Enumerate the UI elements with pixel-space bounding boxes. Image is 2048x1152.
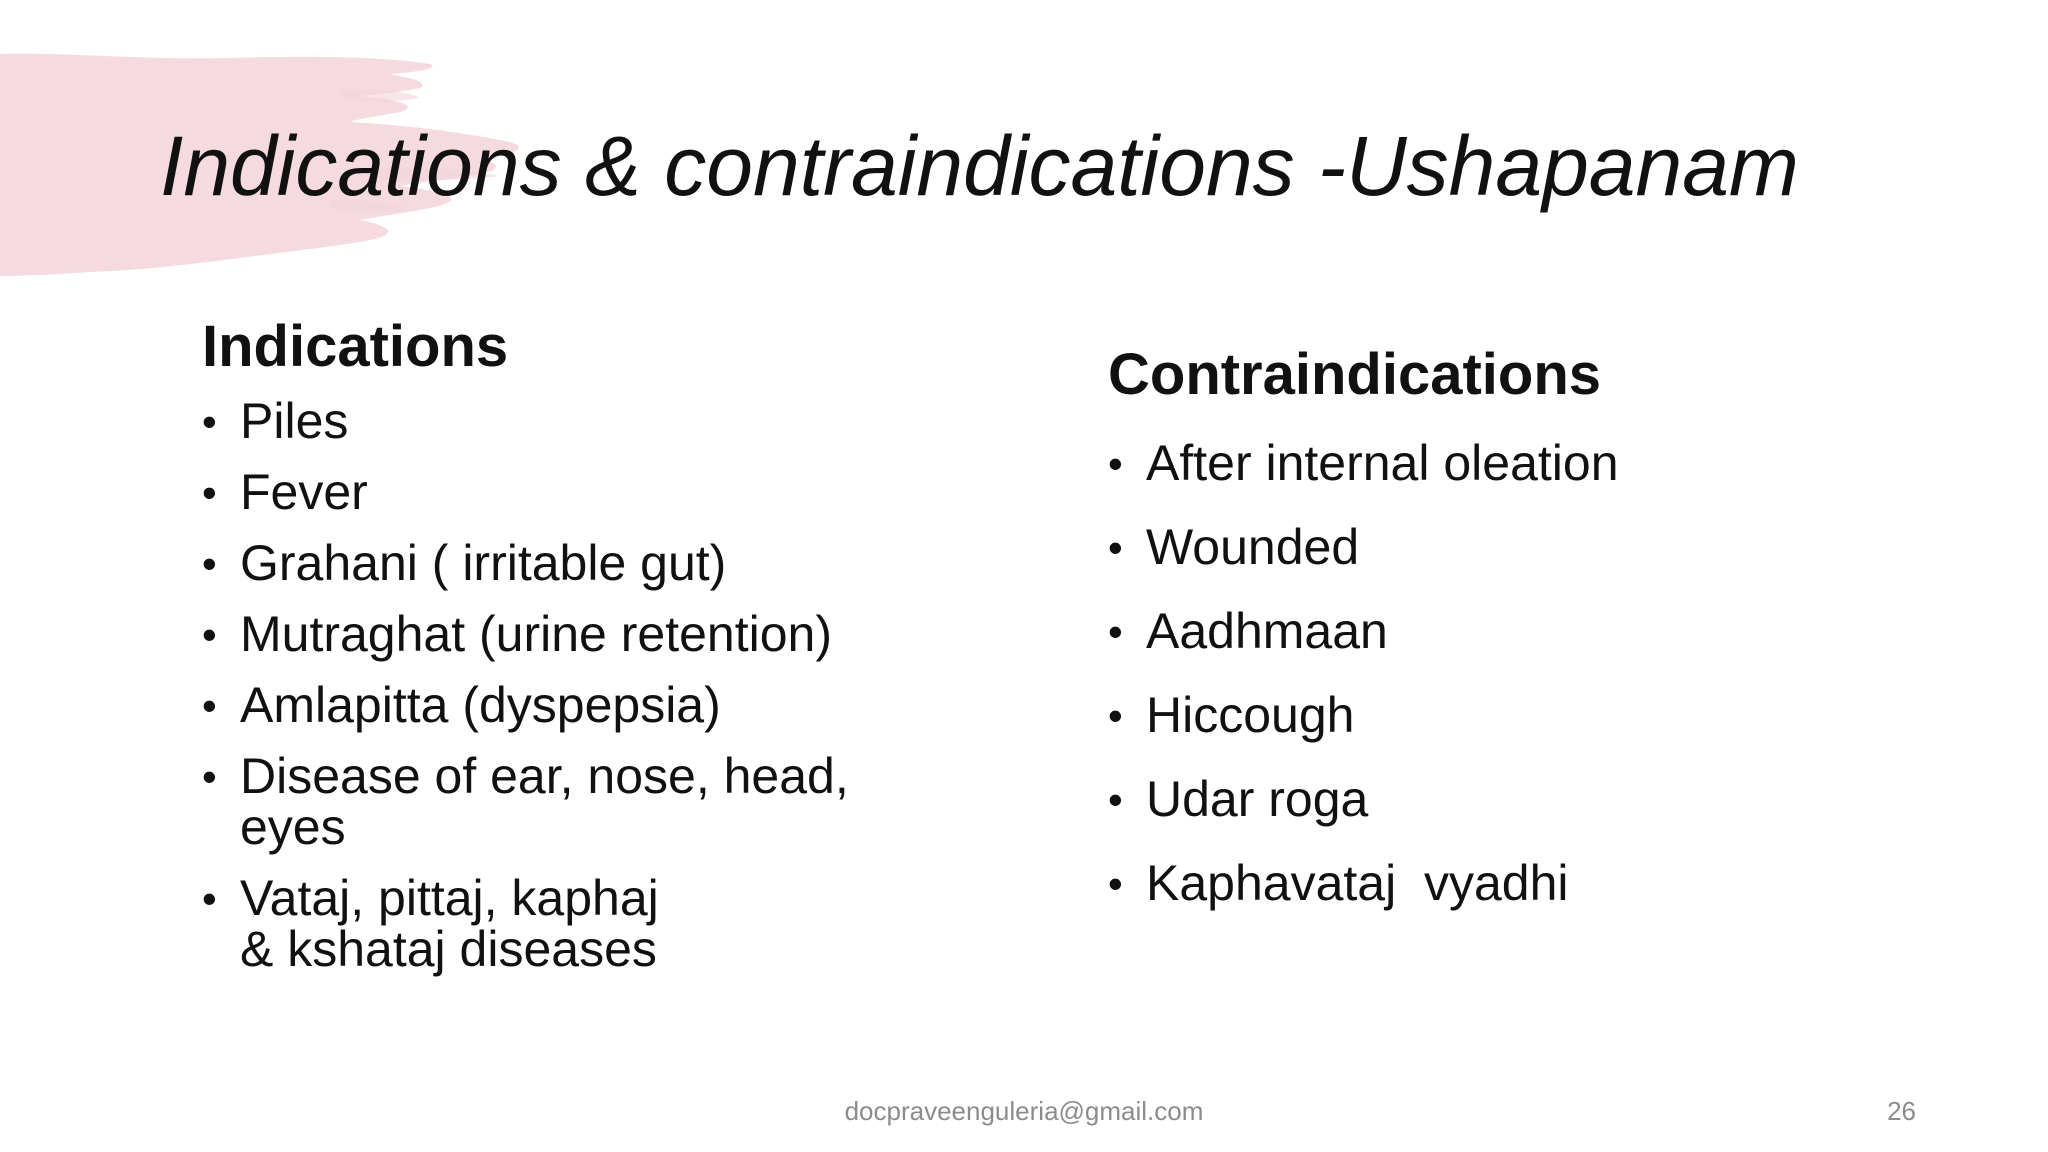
list-item-text: Disease of ear, nose, head, eyes bbox=[240, 747, 849, 855]
bullet-icon: • bbox=[202, 397, 217, 445]
list-item bbox=[1108, 518, 1908, 575]
page-number: 26 bbox=[1887, 1096, 1916, 1126]
bullet-icon: • bbox=[202, 539, 217, 587]
indications-column bbox=[202, 312, 962, 995]
list-item bbox=[202, 605, 962, 662]
contraindications-heading: Contraindications bbox=[1108, 342, 1602, 407]
list-item bbox=[202, 676, 962, 733]
list-item bbox=[202, 747, 962, 855]
list-item-text: Hiccough bbox=[1146, 686, 1355, 743]
list-item bbox=[1108, 770, 1908, 827]
bullet-icon: • bbox=[202, 681, 217, 729]
bullet-icon: • bbox=[202, 752, 217, 800]
list-item bbox=[1108, 854, 1908, 911]
bullet-icon: • bbox=[1108, 607, 1123, 655]
contraindications-column bbox=[1108, 340, 1908, 942]
indications-list bbox=[202, 392, 962, 977]
list-item-text: Kaphavataj vyadhi bbox=[1146, 854, 1569, 911]
list-item-text: After internal oleation bbox=[1146, 434, 1619, 491]
bullet-icon: • bbox=[202, 874, 217, 922]
list-item-text: Wounded bbox=[1146, 518, 1360, 575]
list-item-text: Vataj, pittaj, kaphaj & kshataj diseases bbox=[240, 869, 659, 977]
list-item bbox=[202, 392, 962, 449]
bullet-icon: • bbox=[202, 610, 217, 658]
list-item-text: Grahani ( irritable gut) bbox=[240, 534, 727, 591]
bullet-icon: • bbox=[1108, 859, 1123, 907]
list-item-text: Fever bbox=[240, 463, 368, 520]
list-item-text: Udar roga bbox=[1146, 770, 1369, 827]
indications-heading: Indications bbox=[202, 314, 509, 379]
bullet-icon: • bbox=[202, 468, 217, 516]
footer-email: docpraveenguleria@gmail.com bbox=[844, 1096, 1204, 1126]
bullet-icon: • bbox=[1108, 523, 1123, 571]
list-item bbox=[1108, 602, 1908, 659]
slide-title: Indications & contraindications -Ushapanam bbox=[160, 119, 1799, 213]
list-item-text: Aadhmaan bbox=[1146, 602, 1388, 659]
list-item bbox=[202, 534, 962, 591]
list-item bbox=[202, 869, 962, 977]
bullet-icon: • bbox=[1108, 691, 1123, 739]
list-item bbox=[202, 463, 962, 520]
contraindications-list bbox=[1108, 434, 1908, 911]
list-item-text: Mutraghat (urine retention) bbox=[240, 605, 832, 662]
list-item-text: Piles bbox=[240, 392, 349, 449]
list-item bbox=[1108, 686, 1908, 743]
list-item-text: Amlapitta (dyspepsia) bbox=[240, 676, 721, 733]
bullet-icon: • bbox=[1108, 439, 1123, 487]
list-item bbox=[1108, 434, 1908, 491]
bullet-icon: • bbox=[1108, 775, 1123, 823]
